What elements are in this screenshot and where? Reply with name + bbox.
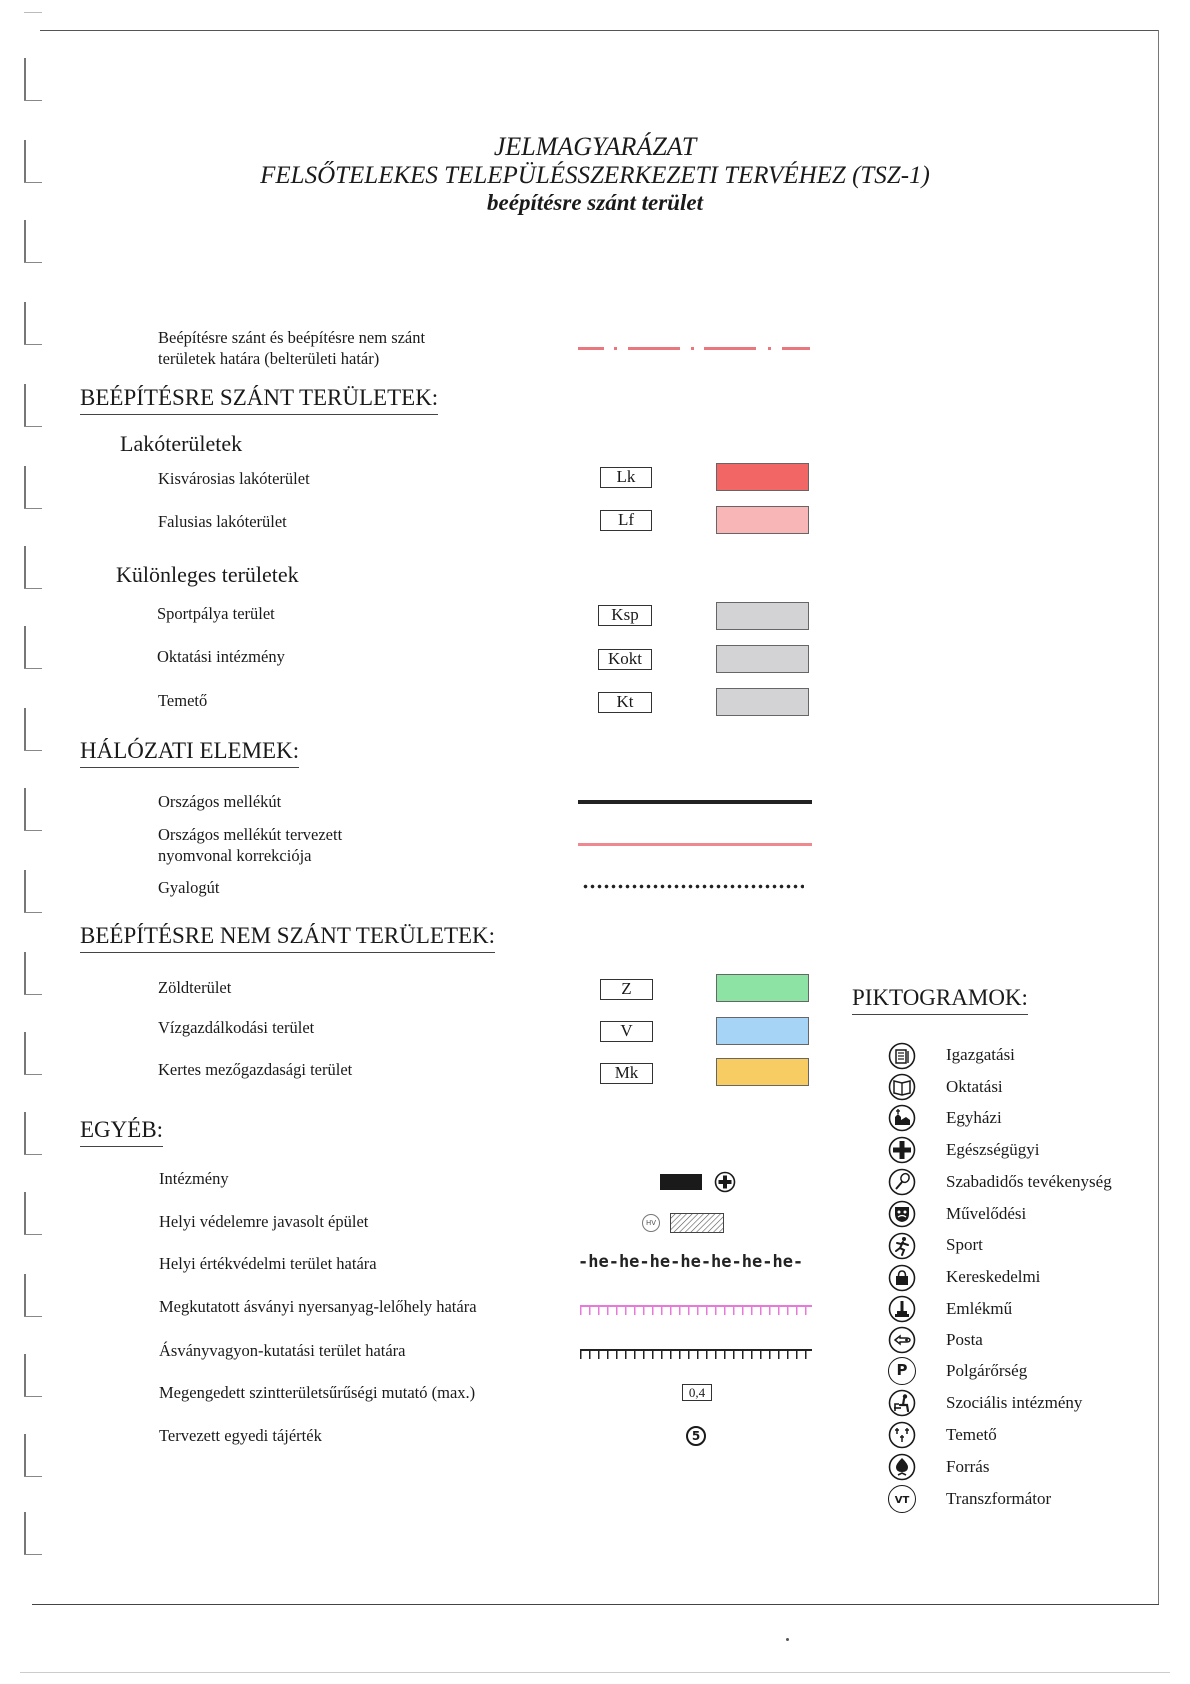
- culture-icon: [888, 1200, 916, 1228]
- sport-icon: [888, 1232, 916, 1260]
- special-item-label: Temető: [158, 691, 208, 710]
- zone-code: Kokt: [598, 649, 652, 670]
- density-value-box: 0,4: [682, 1384, 712, 1401]
- zone-color-swatch: [716, 1017, 809, 1045]
- zone-code: Mk: [600, 1063, 653, 1084]
- boundary-line-dash: [578, 347, 604, 350]
- other-item-label: Helyi védelemre javasolt épület: [159, 1212, 369, 1231]
- boundary-line-dot: [691, 347, 694, 350]
- page-bottom-edge: [20, 1672, 1170, 1673]
- zone-code: Lk: [600, 467, 652, 488]
- zone-code: Kt: [598, 692, 652, 713]
- landscape-value-number-icon: 5: [686, 1426, 706, 1446]
- health-icon: [888, 1136, 916, 1164]
- hv-badge: HV: [642, 1214, 660, 1232]
- section-other-heading: EGYÉB:: [80, 1116, 163, 1147]
- national-road-line: [578, 800, 812, 804]
- post-icon: [888, 1326, 916, 1354]
- section-network-heading: HÁLÓZATI ELEMEK:: [80, 737, 299, 768]
- pictograms-heading: PIKTOGRAMOK:: [852, 984, 1028, 1015]
- legend-title-block: [0, 132, 1190, 216]
- special-item-label: Oktatási intézmény: [157, 647, 285, 666]
- zone-color-swatch: [716, 506, 809, 534]
- boundary-line-dash: [628, 347, 680, 350]
- boundary-label-line1: Beépítésre szánt és beépítésre nem szánt: [158, 328, 426, 347]
- zone-color-swatch: [716, 688, 809, 716]
- zone-color-swatch: [716, 974, 809, 1002]
- special-heading: Különleges területek: [116, 562, 299, 587]
- zone-color-swatch: [716, 1058, 809, 1086]
- network-item-label-line2: nyomvonal korrekciója: [158, 846, 312, 865]
- transformer-icon: [888, 1485, 916, 1513]
- education-icon: [888, 1073, 916, 1101]
- cemetery-icon: [888, 1421, 916, 1449]
- mineral-deposit-boundary-line: [580, 1305, 812, 1314]
- zone-color-swatch: [716, 463, 809, 491]
- frame-bottom-line: [32, 1604, 1159, 1605]
- pictogram-label: Művelődési: [946, 1204, 1027, 1223]
- boundary-line-dot: [768, 347, 771, 350]
- pictogram-label: Temető: [946, 1425, 997, 1444]
- other-item-label: Helyi értékvédelmi terület határa: [159, 1254, 377, 1273]
- pictogram-label: Oktatási: [946, 1077, 1003, 1096]
- pictogram-label: Emlékmű: [946, 1299, 1013, 1318]
- civil-guard-icon: P: [888, 1357, 916, 1385]
- pictogram-label: Igazgatási: [946, 1045, 1015, 1064]
- open-area-item-label: Zöldterület: [158, 978, 232, 997]
- other-item-label: Megengedett szintterületsűrűségi mutató (max.): [159, 1383, 476, 1402]
- commerce-icon: [888, 1264, 916, 1292]
- pictogram-label: Posta: [946, 1330, 983, 1349]
- pictogram-label: Szociális intézmény: [946, 1393, 1083, 1412]
- church-icon: [888, 1104, 916, 1132]
- legend-subtitle: FELSŐTELEKES TELEPÜLÉSSZERKEZETI TERVÉHEZ (TSZ-1): [260, 162, 930, 189]
- zone-code: Z: [600, 979, 653, 1000]
- residential-item-label: Falusias lakóterület: [158, 512, 287, 531]
- spring-icon: [888, 1453, 916, 1481]
- open-area-item-label: Vízgazdálkodási terület: [158, 1018, 315, 1037]
- monument-icon: [888, 1295, 916, 1323]
- zone-code: Lf: [600, 510, 652, 531]
- pictogram-label: Egyházi: [946, 1108, 1002, 1127]
- open-area-item-label: Kertes mezőgazdasági terület: [158, 1060, 353, 1079]
- zone-color-swatch: [716, 645, 809, 673]
- network-item-label: Gyalogút: [158, 878, 220, 897]
- boundary-line-dash: [704, 347, 756, 350]
- section-not-built-up-heading: BEÉPÍTÉSRE NEM SZÁNT TERÜLETEK:: [80, 922, 495, 953]
- boundary-line-dot: [614, 347, 617, 350]
- mineral-exploration-boundary-line: [580, 1349, 812, 1358]
- planned-road-line: [578, 843, 812, 846]
- zone-color-swatch: [716, 602, 809, 630]
- leisure-icon: [888, 1168, 916, 1196]
- other-item-label: Ásványvagyon-kutatási terület határa: [159, 1341, 406, 1360]
- health-cross-icon: [714, 1171, 736, 1193]
- section-built-up-heading: BEÉPÍTÉSRE SZÁNT TERÜLETEK:: [80, 384, 438, 415]
- pictogram-label: Polgárőrség: [946, 1361, 1028, 1380]
- zone-code: Ksp: [598, 605, 652, 626]
- legend-scope: beépítésre szánt terület: [487, 190, 703, 215]
- other-item-label: Tervezett egyedi tájérték: [159, 1426, 322, 1445]
- heritage-area-boundary-line: -he-he-he-he-he-he-he-: [578, 1252, 804, 1272]
- footpath-dotted-line: [582, 884, 804, 889]
- legend-title: JELMAGYARÁZAT: [493, 132, 697, 161]
- other-item-label: Megkutatott ásványi nyersanyag-lelőhely határa: [159, 1297, 477, 1316]
- boundary-line-dash: [782, 347, 810, 350]
- transformer-glyph: VT: [894, 1495, 910, 1506]
- network-item-label: Országos mellékút: [158, 792, 282, 811]
- zone-code: V: [600, 1021, 653, 1042]
- pictogram-label: Egészségügyi: [946, 1140, 1040, 1159]
- pictogram-label: Szabadidős tevékenység: [946, 1172, 1112, 1191]
- frame-top-line: [40, 30, 1158, 31]
- protected-building-hatch: [670, 1213, 724, 1233]
- residential-heading: Lakóterületek: [120, 431, 243, 456]
- institution-symbol: [660, 1174, 702, 1190]
- pictogram-label: Transzformátor: [946, 1489, 1052, 1508]
- pictogram-label: Sport: [946, 1235, 983, 1254]
- pictogram-label: Forrás: [946, 1457, 990, 1476]
- boundary-label-line2: területek határa (belterületi határ): [158, 349, 380, 368]
- pictogram-label: Kereskedelmi: [946, 1267, 1041, 1286]
- frame-corner-tick: [24, 12, 42, 13]
- administration-icon: [888, 1042, 916, 1070]
- social-institution-icon: [888, 1389, 916, 1417]
- other-item-label: Intézmény: [159, 1169, 229, 1188]
- stray-dot: [786, 1638, 789, 1641]
- residential-item-label: Kisvárosias lakóterület: [158, 469, 310, 488]
- frame-right-line: [1158, 30, 1159, 1604]
- special-item-label: Sportpálya terület: [157, 604, 275, 623]
- network-item-label: Országos mellékút tervezett: [158, 825, 343, 844]
